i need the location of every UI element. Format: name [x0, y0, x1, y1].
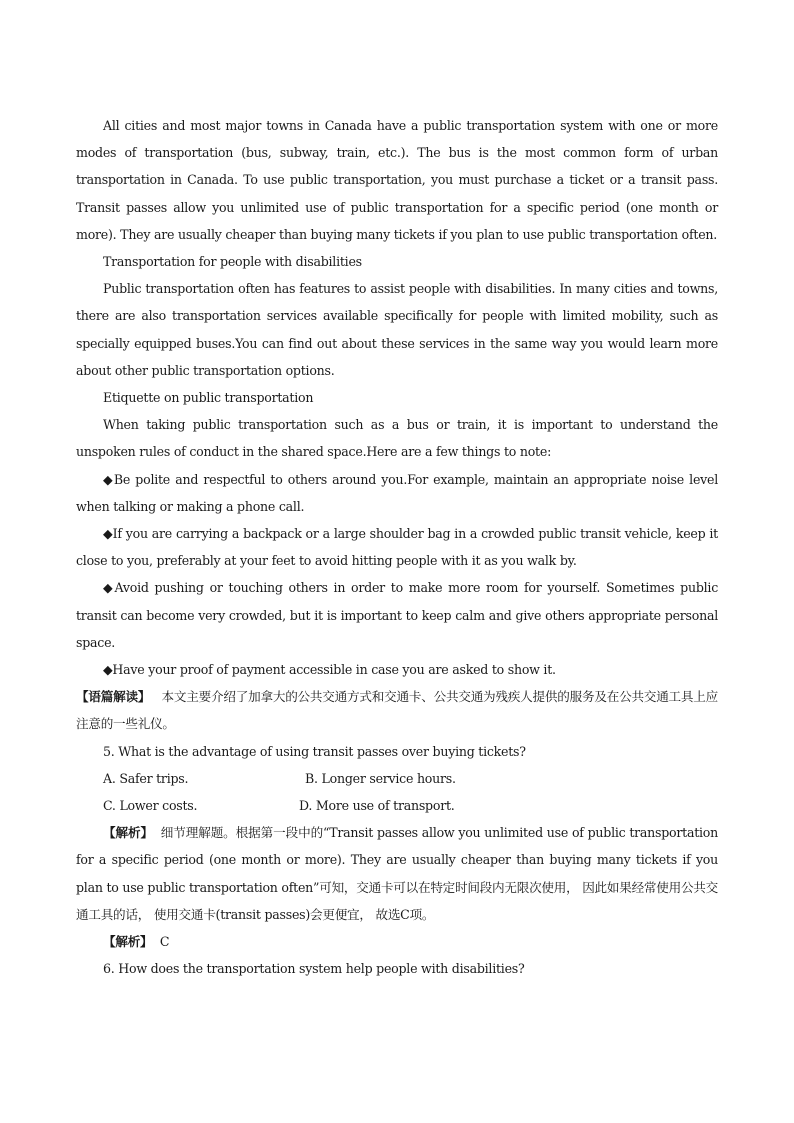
analysis-text: 细节理解题。根据第一段中的“Transit passes allow you unlimited use of public transportation for a specific period (one month or more). They are usually cheaper than buying many tickets if you plan to use public transportation often”可知，交通卡可以在特定时间段内无限次使用， 因此如果经常使用公共交通工具的话， 使用交通卡(transit passes)会更便宜， 故选C项。 [76, 825, 718, 922]
passage-paragraph-2: Public transportation often has features to assist people with disabilities. In many cities and towns, there are also transportation services available specifically for people with limited mobility, such as specially equipped buses.You can find out about these services in the same way you would learn more about other public transportation options. [76, 281, 718, 378]
question-5-options-row-1 [103, 765, 718, 792]
bullet-item-1: ◆Be polite and respectful to others around you.For example, maintain an appropriate noise level when talking or making a phone call. [76, 471, 718, 514]
passage-paragraph-1: All cities and most major towns in Canada have a public transportation system with one or more modes of transportation (bus, subway, train, etc.). The bus is the most common form of urban transportation in Canada. To use public transportation, you must purchase a ticket or a transit pass. Transit passes allow you unlimited use of public transportation for a specific period (one month or more). They are usually cheaper than buying many tickets if you plan to use public transportation often. [76, 118, 718, 242]
question-6: 6. How does the transportation system help people with disabilities? [103, 961, 525, 977]
question-5-options-row-2 [103, 792, 718, 819]
answer-tag: 【解析】 [103, 934, 153, 950]
section-heading-disabilities: Transportation for people with disabilities [103, 254, 362, 270]
document-content [76, 112, 718, 983]
analysis-tag: 【解析】 [103, 825, 153, 841]
question-5-answer [76, 928, 718, 955]
question-5-analysis [76, 819, 718, 928]
bullet-item-4: ◆Have your proof of payment accessible in case you are asked to show it. [103, 662, 556, 678]
answer-text: C [159, 934, 170, 950]
option-c: C. Lower costs. [103, 798, 198, 814]
interpretation-text: 本文主要介绍了加拿大的公共交通方式和交通卡、公共交通为残疾人提供的服务及在公共交通工具上应注意的一些礼仪。 [76, 689, 718, 732]
bullet-item-3: ◆Avoid pushing or touching others in order to make more room for yourself. Sometimes public transit can become very crowded, but it is important to keep calm and give others appropriate personal space. [76, 580, 718, 650]
passage-paragraph-3: When taking public transportation such as a bus or train, it is important to understand the unspoken rules of conduct in the shared space.Here are a few things to note: [76, 417, 718, 460]
section-heading-etiquette: Etiquette on public transportation [103, 390, 314, 406]
interpretation-paragraph [76, 683, 718, 737]
option-a: A. Safer trips. [103, 770, 189, 786]
question-5: 5. What is the advantage of using transit passes over buying tickets? [103, 743, 526, 759]
option-b: B. Longer service hours. [305, 770, 456, 786]
interpretation-tag: 【语篇解读】 [76, 689, 151, 705]
option-d: D. More use of transport. [299, 798, 455, 814]
bullet-item-2: ◆If you are carrying a backpack or a large shoulder bag in a crowded public transit vehicle, keep it close to you, preferably at your feet to avoid hitting people with it as you walk by. [76, 526, 718, 569]
